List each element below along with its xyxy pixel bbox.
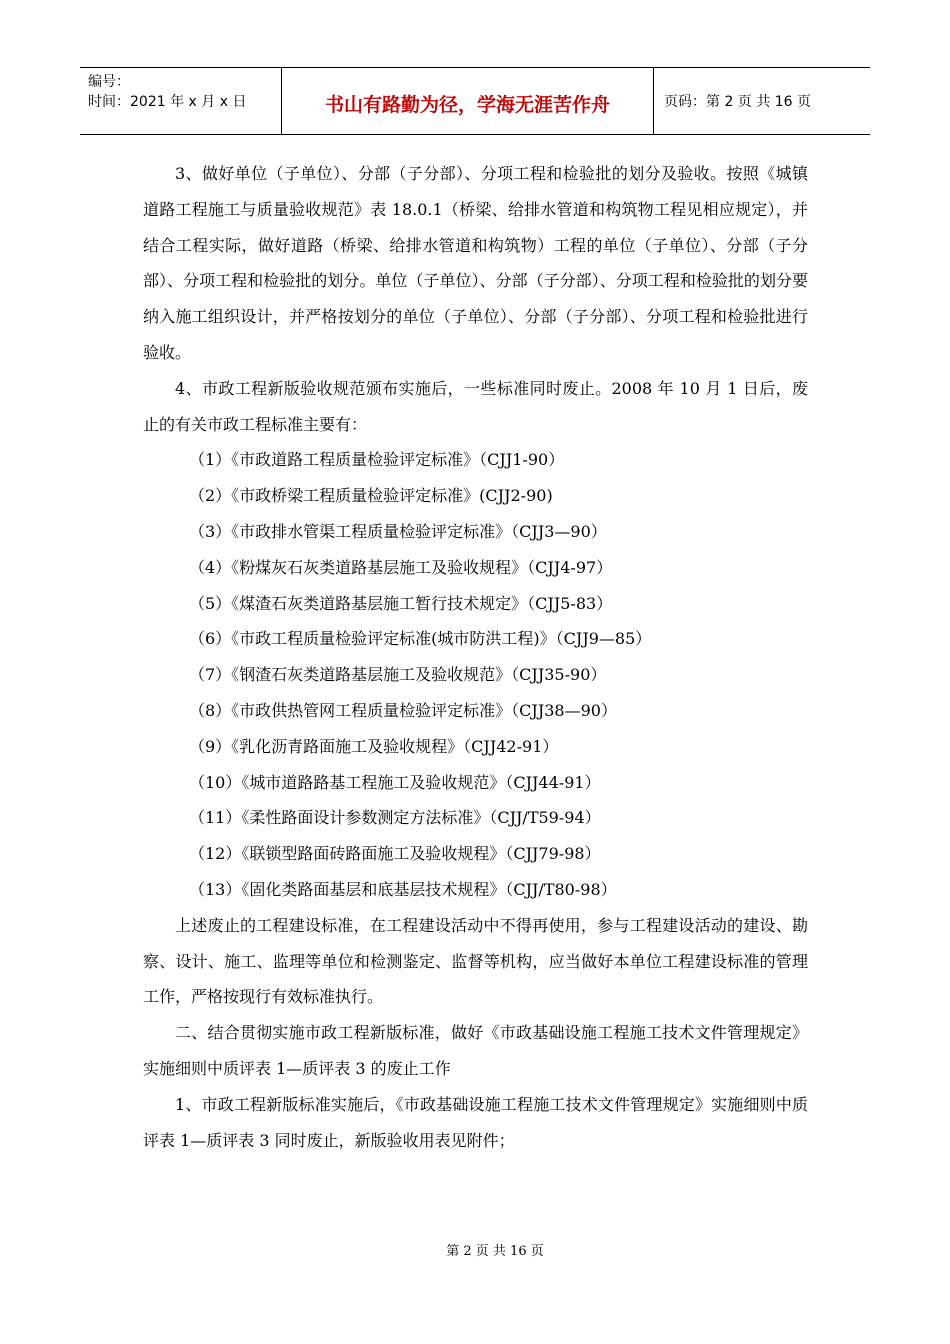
standard-item: （9）《乳化沥青路面施工及验收规程》（CJJ42-91）	[189, 736, 559, 756]
paragraph-abolished-note: 上述废止的工程建设标准，在工程建设活动中不得再使用，参与工程建设活动的建设、勘察、设计、施工、监理等单位和检测鉴定、监督等机构，应当做好本单位工程建设标准的管理工作，严格按现行有效标准执行。	[143, 915, 808, 1007]
time-label: 时间：2021 年 x 月 x 日	[88, 94, 247, 110]
header-motto: 书山有路勤为径，学海无涯苦作舟	[282, 68, 654, 134]
standard-item: （8）《市政供热管网工程质量检验评定标准》（CJJ38—90）	[189, 700, 617, 720]
page-footer: 第 2 页 共 16 页	[446, 1244, 544, 1259]
standard-item: （5）《煤渣石灰类道路基层施工暂行技术规定》（CJJ5-83）	[189, 593, 613, 613]
standard-item: （7）《钢渣石灰类道路基层施工及验收规范》（CJJ35-90）	[189, 665, 607, 685]
page-header	[80, 67, 870, 135]
standard-item: （2）《市政桥梁工程质量检验评定标准》(CJJ2-90)	[189, 486, 553, 506]
paragraph-forms-abolished: 1、市政工程新版标准实施后，《市政基础设施工程施工技术文件管理规定》实施细则中质评表 1—质评表 3 同时废止，新版验收用表见附件；	[143, 1094, 808, 1150]
standard-item: （13）《固化类路面基层和底基层技术规程》（CJJ/T80-98）	[189, 879, 617, 899]
document-body	[143, 156, 808, 1158]
paragraph-abolished-intro: 4、市政工程新版验收规范颁布实施后，一些标准同时废止。2008 年 10 月 1 日后，废止的有关市政工程标准主要有：	[143, 378, 808, 434]
number-label: 编号：	[88, 74, 130, 90]
header-meta	[80, 68, 282, 134]
standard-item: （1）《市政道路工程质量检验评定标准》（CJJ1-90）	[189, 450, 565, 470]
standard-item: （11）《柔性路面设计参数测定方法标准》（CJJ/T59-94）	[189, 808, 601, 828]
standard-item: （12）《联锁型路面砖路面施工及验收规程》（CJJ79-98）	[189, 844, 601, 864]
standard-item: （6）《市政工程质量检验评定标准(城市防洪工程)》（CJJ9—85）	[189, 629, 652, 649]
header-page-info: 页码：第 2 页 共 16 页	[664, 94, 811, 110]
section-heading-two: 二、结合贯彻实施市政工程新版标准，做好《市政基础设施工程施工技术文件管理规定》实施细则中质评表 1—质评表 3 的废止工作	[143, 1023, 808, 1078]
standard-item: （10）《城市道路路基工程施工及验收规范》（CJJ44-91）	[189, 772, 601, 792]
standard-item: （4）《粉煤灰石灰类道路基层施工及验收规程》（CJJ4-97）	[189, 557, 613, 577]
standard-item: （3）《市政排水管渠工程质量检验评定标准》（CJJ3—90）	[189, 521, 607, 541]
paragraph-division: 3、做好单位（子单位）、分部（子分部）、分项工程和检验批的划分及验收。按照《城镇道路工程施工与质量验收规范》表 18.0.1（桥梁、给排水管道和构筑物工程见相应规定），并结合工程实际，做好道路（桥梁、给排水管道和构筑物）工程的单位（子单位）、分部（子分部）、分项工程和检验批的划分。单位（子单位）、分部（子分部）、分项工程和检验批的划分要纳入施工组织设计，并严格按划分的单位（子单位）、分部（子分部）、分项工程和检验批进行验收。	[143, 164, 808, 362]
